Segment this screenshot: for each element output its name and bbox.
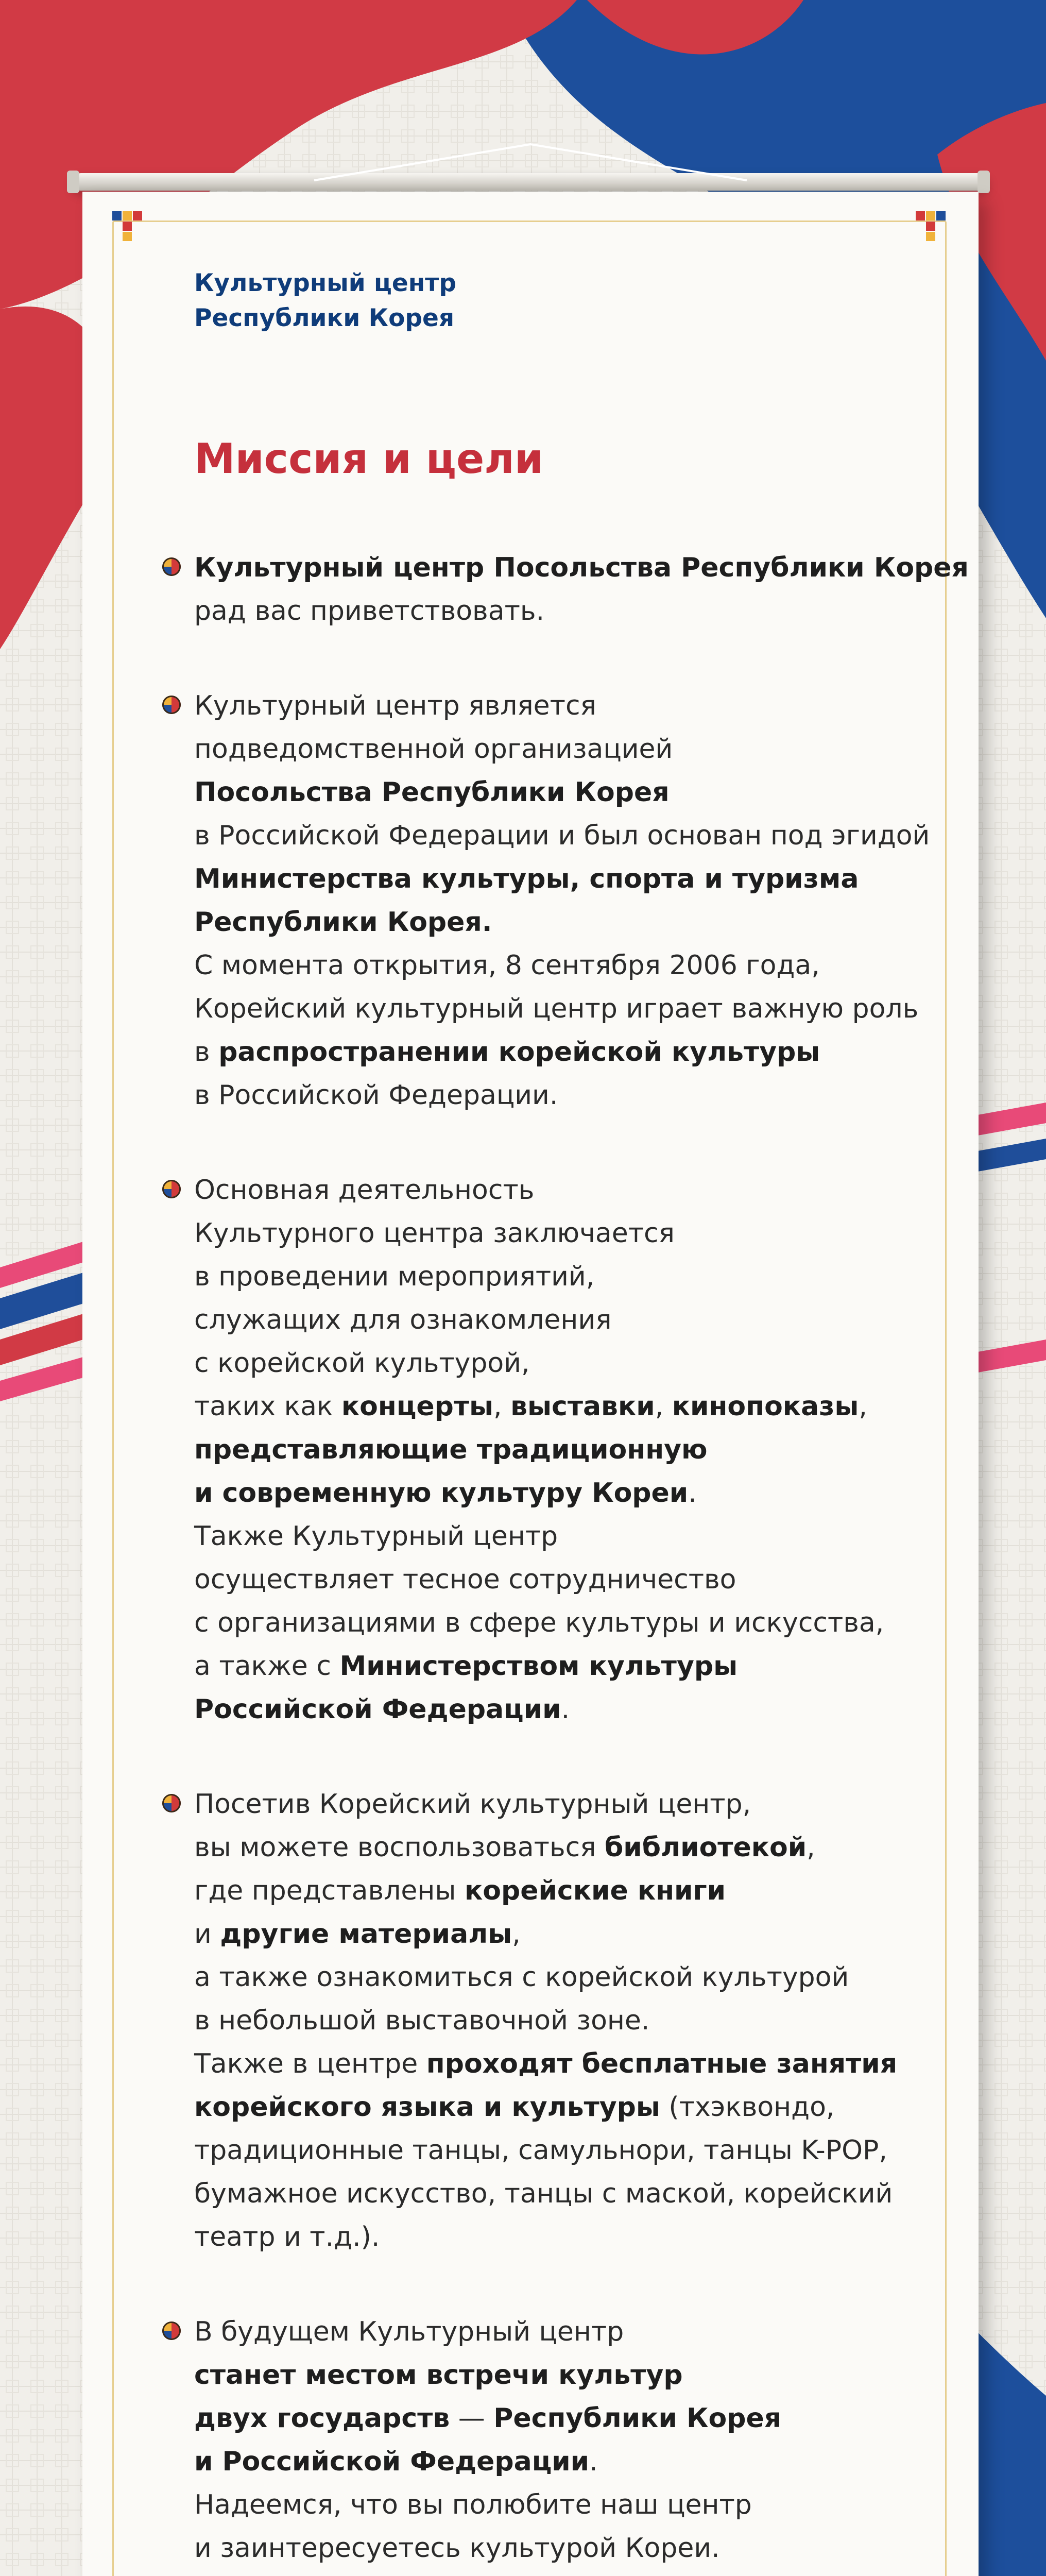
paragraph-line <box>194 1385 895 1428</box>
paragraph-line <box>194 684 895 727</box>
paragraph-line <box>194 2129 895 2172</box>
bold-text: Министерством культуры <box>339 1651 738 1682</box>
paragraph-line <box>194 1030 895 1074</box>
text: где представлены <box>194 1875 465 1906</box>
paragraph-line <box>194 901 895 944</box>
text: Посетив Корейский культурный центр, <box>194 1789 751 1820</box>
text: , <box>493 1391 511 1422</box>
text: подведомственной организацией <box>194 734 673 765</box>
bold-text: выставки <box>510 1391 655 1422</box>
text: Корейский культурный центр играет важную роль <box>194 993 919 1024</box>
paragraph-line <box>194 2086 895 2129</box>
paragraph-line <box>194 2397 895 2440</box>
bold-text: Посольства Республики Корея <box>194 777 670 808</box>
text: в проведении мероприятий, <box>194 1261 595 1292</box>
bold-text: корейские книги <box>464 1875 726 1906</box>
taegeuk-bullet-icon <box>162 557 181 576</box>
bold-text: корейского языка и культуры <box>194 2092 660 2123</box>
text: Также в центре <box>194 2048 426 2079</box>
bold-text: Министерства культуры, спорта и туризма <box>194 863 859 894</box>
bold-text: представляющие традиционную <box>194 1434 708 1465</box>
paragraph-line <box>194 2310 895 2353</box>
hanging-string <box>309 139 752 185</box>
text: в небольшой выставочной зоне. <box>194 2005 650 2036</box>
top-rod-cap-left <box>67 171 79 193</box>
paragraph-line <box>194 1826 895 1869</box>
bold-text: проходят бесплатные занятия <box>426 2048 898 2079</box>
paragraph-line <box>194 1783 895 1826</box>
paragraph-line <box>194 1999 895 2042</box>
text: служащих для ознакомления <box>194 1304 612 1335</box>
mission-paragraph <box>194 546 969 633</box>
cultural-center-logo <box>194 266 456 336</box>
text: с организациями в сфере культуры и искусства, <box>194 1607 884 1638</box>
paragraph-line <box>194 1515 895 1558</box>
text: — <box>450 2403 494 2434</box>
text: , <box>807 1832 815 1863</box>
paragraph-line <box>194 2483 895 2527</box>
text: в Российской Федерации и был основан под эгидой <box>194 820 930 851</box>
text: Надеемся, что вы полюбите наш центр <box>194 2489 752 2520</box>
paragraph-line <box>194 944 895 987</box>
text: традиционные танцы, самульнори, танцы K-POP, <box>194 2135 887 2166</box>
text: С момента открытия, 8 сентября 2006 года, <box>194 950 820 981</box>
paragraph-line <box>194 2215 895 2259</box>
text: и <box>194 1919 220 1950</box>
bold-text: библиотекой <box>605 1832 807 1863</box>
text: . <box>561 1694 570 1725</box>
bold-text: станет местом встречи культур <box>194 2360 683 2391</box>
paragraph-line <box>194 1471 895 1515</box>
paragraph-line <box>194 814 930 857</box>
paragraph-line <box>194 727 895 771</box>
text: бумажное искусство, танцы с маской, корейский <box>194 2178 893 2209</box>
corner-ornament-right <box>916 211 947 242</box>
taegeuk-bullet-icon <box>162 2321 181 2340</box>
paragraph-line <box>194 771 895 814</box>
paragraph-line <box>194 857 895 901</box>
text: а также ознакомиться с корейской культурой <box>194 1962 849 1993</box>
text: . <box>589 2446 598 2477</box>
text: осуществляет тесное сотрудничество <box>194 1564 736 1595</box>
mission-paragraph <box>194 1168 895 1731</box>
mission-paragraph <box>194 2310 895 2570</box>
top-rod-cap-right <box>978 171 990 193</box>
text: театр и т.д.). <box>194 2222 380 2252</box>
bold-text: кинопоказы <box>672 1391 859 1422</box>
bold-text: Республики Корея. <box>194 907 492 938</box>
bold-text: концерты <box>341 1391 494 1422</box>
paragraph-line <box>194 1255 895 1298</box>
mission-paragraph <box>194 684 930 1117</box>
paragraph-line <box>194 2440 895 2483</box>
paragraph-line <box>194 546 969 589</box>
paragraph-line <box>194 1428 895 1471</box>
paragraph-line <box>194 2042 898 2086</box>
bold-text: распространении корейской культуры <box>218 1037 820 1067</box>
mission-content <box>194 546 969 2576</box>
corner-ornament-left <box>112 211 143 242</box>
logo-line-2: Республики Корея <box>194 304 455 332</box>
text: . <box>688 1478 697 1509</box>
paragraph-line <box>194 1298 895 1342</box>
bold-text: другие материалы <box>220 1919 512 1950</box>
bold-text: Российской Федерации <box>194 1694 561 1725</box>
text: , <box>655 1391 672 1422</box>
paragraph-line <box>194 1645 895 1688</box>
text: с корейской культурой, <box>194 1348 530 1379</box>
bold-text: и Российской Федерации <box>194 2446 590 2477</box>
paragraph-line <box>194 1912 895 1956</box>
paragraph-line <box>194 987 919 1030</box>
paragraph-line <box>194 1558 895 1601</box>
paragraph-line <box>194 1074 895 1117</box>
paragraph-line <box>194 1212 895 1255</box>
logo-line-1: Культурный центр <box>194 269 457 297</box>
paragraph-line <box>194 1688 895 1731</box>
paragraph-line <box>194 2353 895 2397</box>
text: рад вас приветствовать. <box>194 596 545 626</box>
text: Культурный центр является <box>194 690 596 721</box>
paragraph-line <box>194 1869 895 1912</box>
taegeuk-bullet-icon <box>162 696 181 714</box>
paragraph-line <box>194 1342 895 1385</box>
text: вы можете воспользоваться <box>194 1832 605 1863</box>
bold-text: Республики Корея <box>493 2403 782 2434</box>
mission-paragraph <box>194 1783 898 2259</box>
paragraph-line <box>194 1601 895 1645</box>
text: Культурного центра заключается <box>194 1218 675 1249</box>
text: Основная деятельность <box>194 1175 535 1206</box>
paragraph-line <box>194 2172 895 2215</box>
bold-text: двух государств <box>194 2403 450 2434</box>
text: в Российской Федерации. <box>194 1080 558 1111</box>
text: В будущем Культурный центр <box>194 2316 624 2347</box>
text: в <box>194 1037 219 1067</box>
text: таких как <box>194 1391 341 1422</box>
bold-text: Культурный центр Посольства Республики Корея <box>194 552 969 583</box>
text: (тхэквондо, <box>660 2092 835 2123</box>
paragraph-line <box>194 1956 895 1999</box>
paragraph-line <box>194 1168 895 1212</box>
text: и заинтересуетесь культурой Кореи. <box>194 2533 720 2564</box>
bold-text: и современную культуру Кореи <box>194 1478 689 1509</box>
taegeuk-bullet-icon <box>162 1180 181 1198</box>
page-title: Миссия и цели <box>194 435 543 483</box>
text: Также Культурный центр <box>194 1521 558 1552</box>
text: а также с <box>194 1651 340 1682</box>
paragraph-line <box>194 2527 895 2570</box>
paragraph-line <box>194 589 895 633</box>
text: , <box>859 1391 867 1422</box>
taegeuk-bullet-icon <box>162 1794 181 1812</box>
text: , <box>512 1919 521 1950</box>
